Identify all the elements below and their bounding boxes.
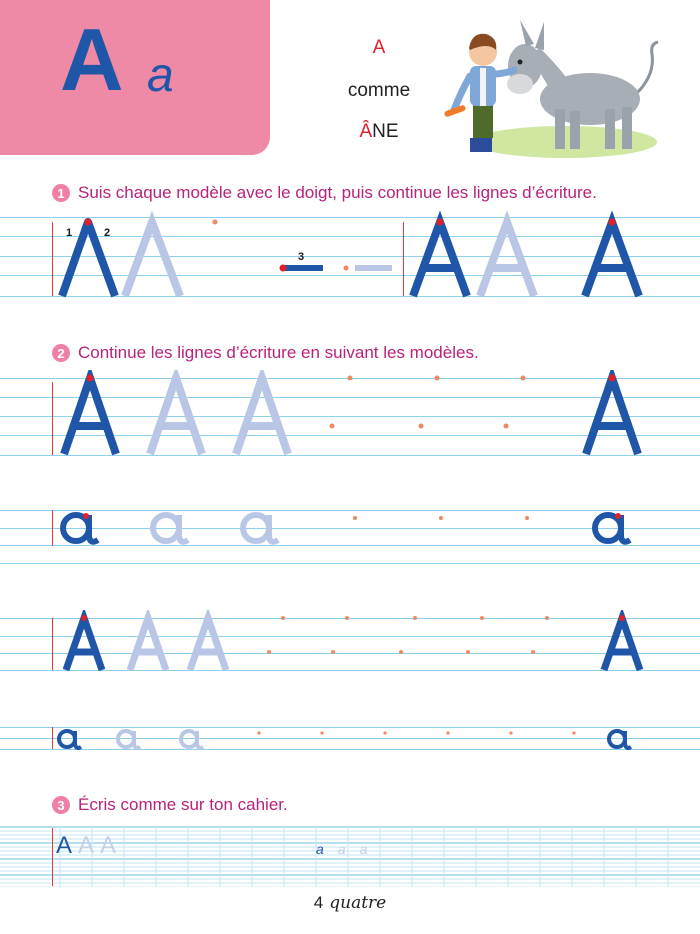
start-dot bbox=[281, 616, 285, 620]
header-letter-upper: A bbox=[60, 10, 124, 109]
start-dot bbox=[353, 516, 357, 520]
trace-a bbox=[118, 731, 203, 748]
trace-A bbox=[130, 618, 166, 670]
row-medium-A bbox=[0, 610, 700, 676]
start-dot bbox=[466, 650, 470, 654]
page-word: quatre bbox=[329, 893, 387, 913]
model-A-numbered bbox=[585, 219, 639, 297]
start-dot bbox=[609, 375, 616, 382]
start-dot bbox=[330, 424, 335, 429]
model-a bbox=[63, 515, 98, 542]
ex3-upper-trace: A bbox=[78, 832, 101, 859]
margin-line bbox=[52, 828, 53, 886]
stroke-number: 2 bbox=[104, 227, 111, 239]
start-dot bbox=[331, 650, 335, 654]
ex3-lower-model: a bbox=[316, 841, 338, 857]
ex3-lower-trace: a bbox=[359, 841, 382, 857]
start-dot bbox=[572, 731, 575, 734]
start-dot bbox=[383, 731, 386, 734]
exercise-2-instruction bbox=[52, 343, 479, 363]
ex3-upper-trace: A bbox=[100, 832, 123, 859]
model-a bbox=[609, 731, 631, 748]
exercise-1-text: Suis chaque modèle avec le doigt, puis continue les lignes d’écriture. bbox=[78, 183, 597, 202]
keyword-accent-letter: Â bbox=[359, 121, 373, 142]
exercise-2-number: 2 bbox=[52, 344, 70, 362]
start-dot bbox=[521, 376, 526, 381]
stroke-number: 3 bbox=[298, 251, 305, 263]
start-dot bbox=[509, 731, 512, 734]
start-dot bbox=[504, 424, 509, 429]
exercise-3-number: 3 bbox=[52, 796, 70, 814]
exercise-1-number: 1 bbox=[52, 184, 70, 202]
keyword-comme: comme bbox=[347, 80, 411, 101]
row-small-cursive-a bbox=[0, 722, 700, 754]
start-dot bbox=[399, 650, 403, 654]
keyword-word bbox=[309, 121, 449, 143]
model-A bbox=[66, 618, 102, 670]
start-dot bbox=[435, 376, 440, 381]
keyword-word-rest: NE bbox=[372, 121, 399, 142]
start-dot bbox=[446, 731, 449, 734]
model-a bbox=[59, 731, 81, 748]
start-dot bbox=[531, 650, 535, 654]
keyword-letter: A bbox=[372, 37, 386, 58]
exercise-3-text: Écris comme sur ton cahier. bbox=[78, 795, 288, 814]
start-dot bbox=[348, 376, 353, 381]
start-dot bbox=[345, 616, 349, 620]
start-dot bbox=[83, 513, 89, 519]
start-dot bbox=[267, 650, 271, 654]
header-panel bbox=[0, 0, 270, 155]
start-dot bbox=[419, 424, 424, 429]
start-dot bbox=[320, 731, 323, 734]
start-dot bbox=[480, 616, 484, 620]
model-A bbox=[586, 378, 638, 454]
boy-and-donkey-illustration bbox=[440, 14, 670, 164]
exercise-2-text: Continue les lignes d’écriture en suivant les modèles. bbox=[78, 343, 479, 362]
exercise-3-instruction bbox=[52, 795, 288, 815]
ruled-line bbox=[0, 563, 700, 564]
start-dot bbox=[615, 513, 621, 519]
start-dot bbox=[213, 220, 218, 225]
trace-A bbox=[480, 222, 534, 296]
stroke-number: 1 bbox=[66, 227, 73, 239]
model-A bbox=[64, 378, 116, 454]
model-crossbar bbox=[280, 251, 324, 272]
trace-a bbox=[153, 515, 278, 542]
row-cursive-a bbox=[0, 500, 700, 555]
model-lambda bbox=[62, 219, 115, 297]
start-dot bbox=[344, 266, 349, 271]
trace-lambda bbox=[125, 222, 180, 296]
model-A bbox=[604, 618, 640, 670]
model-A bbox=[413, 219, 467, 297]
start-dot bbox=[257, 731, 260, 734]
row-large-A bbox=[0, 370, 700, 460]
start-dot bbox=[87, 375, 94, 382]
header-letter-lower: a bbox=[147, 49, 174, 102]
start-dot bbox=[545, 616, 549, 620]
page-number: 4 bbox=[313, 893, 324, 912]
start-dot bbox=[413, 616, 417, 620]
start-dot bbox=[439, 516, 443, 520]
ex3-upper-models bbox=[56, 832, 122, 860]
ex3-lower-trace: a bbox=[337, 841, 360, 857]
exercise-1-tracing bbox=[0, 210, 700, 305]
ex3-upper-model: A bbox=[56, 832, 79, 859]
start-dot bbox=[619, 615, 625, 621]
ex3-lower-models bbox=[316, 841, 381, 857]
exercise-1-instruction bbox=[52, 183, 597, 203]
page-footer bbox=[0, 893, 700, 913]
trace-A bbox=[190, 618, 226, 670]
trace-A bbox=[150, 378, 202, 454]
start-dot bbox=[81, 615, 87, 621]
model-a bbox=[595, 515, 630, 542]
trace-A bbox=[236, 378, 288, 454]
start-dot bbox=[525, 516, 529, 520]
